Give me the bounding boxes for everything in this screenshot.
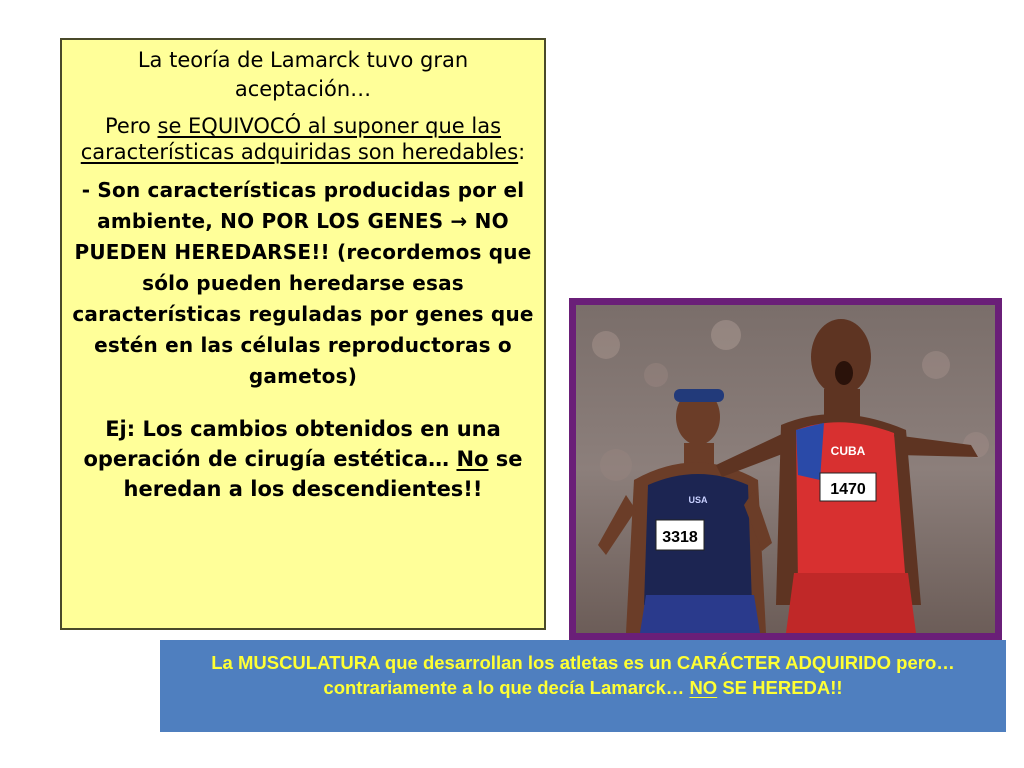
right-bib-number: 1470 [830,481,866,498]
caption-box [160,640,1006,732]
example-underlined: No [456,447,489,471]
main-text-box [60,38,546,630]
intro-text: La teoría de Lamarck tuvo gran aceptación… [137,48,469,101]
sunglasses [674,389,724,402]
right-jersey-label: CUBA [830,444,866,458]
caption-suffix: SE HEREDA!! [717,677,843,698]
athletes-photo-frame [569,298,1002,640]
athletes-photo [576,305,995,633]
lamarck-error-text [72,113,534,165]
error-suffix: : [518,140,526,164]
caption-prefix: La MUSCULATURA que desarrollan los atletas es un CARÁCTER ADQUIRIDO pero… contrariamente a lo que decía Lamarck… [211,652,955,698]
explanation-text: - Son características producidas por el ambiente, NO POR LOS GENES → NO PUEDEN HEREDARSE!! (recordemos que sólo pueden heredarse esas características reguladas por genes que estén en las células reproductoras o gametos) [72,178,534,388]
open-mouth [835,361,853,385]
left-bib-number: 3318 [662,529,698,546]
left-jersey-label: USA [688,495,708,505]
error-underlined: se EQUIVOCÓ al suponer que las características adquiridas son heredables [80,114,519,164]
error-prefix: Pero [104,114,158,138]
example-suffix: se heredan a los descendientes!! [123,447,523,501]
caption-underlined: NO [689,677,718,698]
example-prefix: Ej: Los cambios obtenidos en una operación de cirugía estética… [83,417,501,471]
example-text [72,414,534,504]
